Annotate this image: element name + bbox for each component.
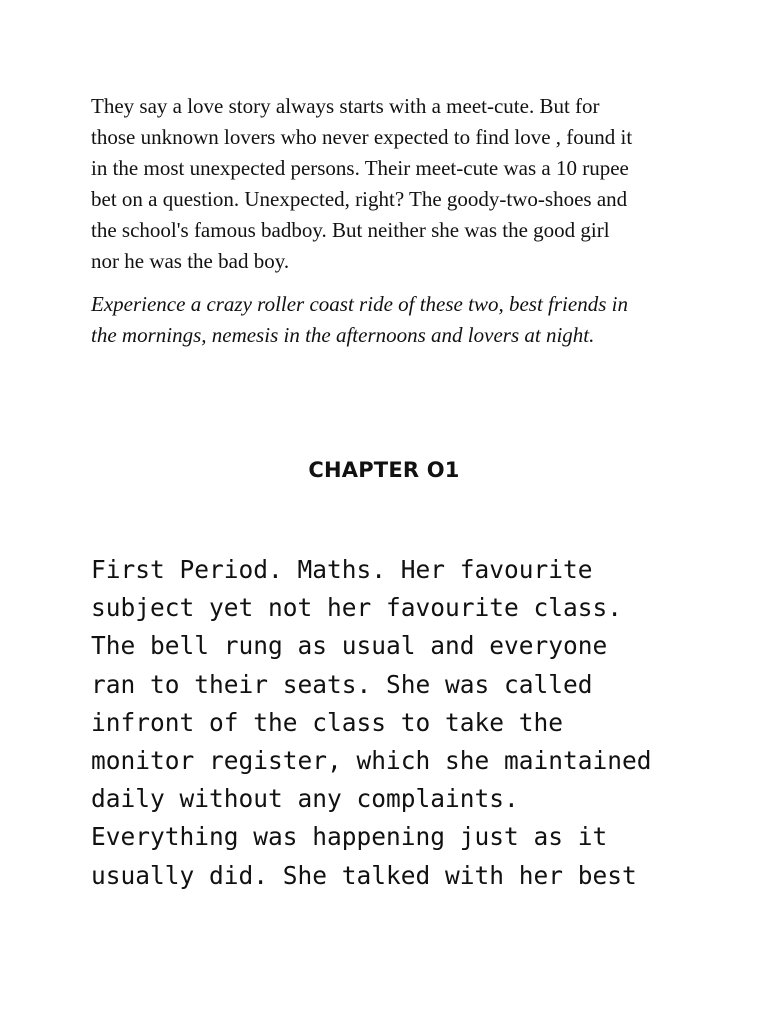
chapter-line: usually did. She talked with her best: [91, 860, 637, 890]
book-tagline: [91, 289, 691, 351]
blurb-line: bet on a question. Unexpected, right? The goody-two-shoes and: [91, 187, 628, 211]
blurb-line: in the most unexpected persons. Their meet-cute was a 10 rupee: [91, 156, 629, 180]
chapter-body: [91, 551, 691, 895]
chapter-line: ran to their seats. She was called: [91, 669, 593, 699]
blurb-line: those unknown lovers who never expected to find love , found it: [91, 125, 633, 149]
chapter-line: subject yet not her favourite class.: [91, 593, 623, 623]
blurb-line: They say a love story always starts with a meet-cute. But for: [91, 94, 600, 118]
blurb-line: the school's famous badboy. But neither she was the good girl: [91, 218, 610, 242]
book-blurb: [91, 91, 681, 277]
tagline-line: the mornings, nemesis in the afternoons and lovers at night.: [91, 323, 595, 347]
chapter-line: infront of the class to take the: [91, 707, 564, 737]
chapter-line: The bell rung as usual and everyone: [91, 631, 608, 661]
chapter-title: CHAPTER O1: [308, 458, 460, 482]
chapter-line: Everything was happening just as it: [91, 822, 608, 852]
tagline-line: Experience a crazy roller coast ride of these two, best friends in: [91, 292, 628, 316]
blurb-line: nor he was the bad boy.: [91, 249, 290, 273]
chapter-line: monitor register, which she maintained: [91, 746, 652, 776]
chapter-line: First Period. Maths. Her favourite: [91, 555, 593, 584]
chapter-line: daily without any complaints.: [91, 784, 519, 814]
